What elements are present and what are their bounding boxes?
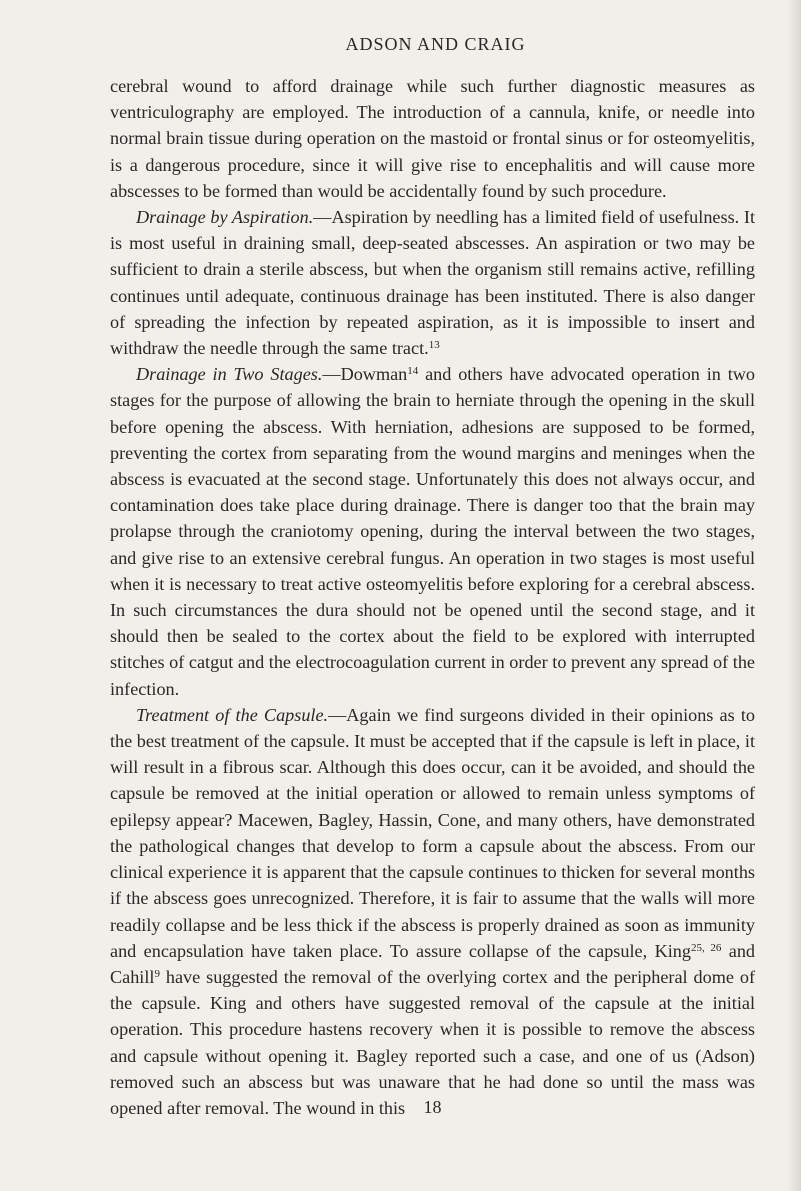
reference-marker: 9 bbox=[154, 967, 160, 980]
paragraph-drainage-in-two-stages bbox=[110, 361, 755, 702]
reference-marker: 25, 26 bbox=[690, 941, 722, 954]
page-number: 18 bbox=[423, 1097, 442, 1117]
section-heading: Treatment of the Capsule. bbox=[136, 704, 329, 725]
paragraph-text-rest: have suggested the removal of the overlying cortex and the peripheral dome of the capsule. King and others have suggested removal of the capsule at the initial operation. This procedure hastens recovery when it is possible to remove the abscess and capsule without opening it. Bagley reported such a case, and one of us (Adson) removed such an abscess but was unaware that he had done so until the mass was opened after removal. The wound in this bbox=[110, 966, 755, 1118]
paragraph-text: —Again we find surgeons divided in their opinions as to the best treatment of the capsule. It must be accepted that if the capsule is left in place, it will result in a fibrous scar. Although this does occur, can it be avoided, and should the capsule be removed at the initial operation or allowed to remain unless symptoms of epilepsy appear? Macewen, Bagley, Hassin, Cone, and many others, have demonstrated the pathological changes that develop to form a capsule about the abscess. From our clinical experience it is apparent that the capsule continues to thicken for several months if the abscess goes unrecognized. Therefore, it is fair to assume that the walls will more readily collapse and be less thick if the abscess is properly drained as soon as immunity and encapsulation have taken place. To assure collapse of the capsule, King bbox=[110, 704, 756, 961]
paragraph-drainage-by-aspiration bbox=[110, 204, 755, 361]
paragraph-text: —Dowman bbox=[322, 364, 408, 385]
reference-marker: 13 bbox=[428, 339, 440, 352]
paragraph-text: cerebral wound to afford drainage while such further diagnostic measures as ventriculography are employed. The introduction of a cannula, knife, or needle into normal brain tissue during operation on the mastoid or frontal sinus or for osteomyelitis, is a dangerous procedure, since it will give rise to encephalitis and will cause more abscesses to be formed than would be accidentally found by such procedure. bbox=[110, 76, 755, 201]
section-heading: Drainage by Aspiration. bbox=[136, 207, 314, 228]
reference-marker: 14 bbox=[407, 365, 419, 378]
section-heading: Drainage in Two Stages. bbox=[136, 364, 323, 385]
paragraph-continuation bbox=[110, 73, 755, 204]
body-text bbox=[110, 73, 755, 1121]
paragraph-text-rest: and others have advocated operation in two stages for the purpose of allowing the brain to herniate through the opening in the skull before opening the abscess. With herniation, adhesions are supposed to be formed, preventing the cortex from separating from the wound margins and meninges when the abscess is evacuated at the second stage. Unfortunately this does not always occur, and contamination does take place during drainage. There is danger too that the brain may prolapse through the craniotomy opening, during the interval between the two stages, and give rise to an extensive cerebral fungus. An operation in two stages is most useful when it is necessary to treat active osteomyelitis before exploring for a cerebral abscess. In such circumstances the dura should not be opened until the second stage, and it should then be sealed to the cortex about the field to be explored with interrupted stitches of catgut and the electrocoagulation current in order to prevent any spread of the infection. bbox=[110, 364, 755, 699]
page-edge-shadow bbox=[787, 0, 801, 1191]
running-head: ADSON AND CRAIG bbox=[345, 34, 526, 54]
paragraph-treatment-of-capsule bbox=[110, 702, 755, 1121]
paragraph-text: —Aspiration by needling has a limited field of usefulness. It is most useful in draining small, deep-seated abscesses. An aspiration or two may be sufficient to drain a sterile abscess, but when the organism still remains active, refilling continues until adequate, continuous drainage has been instituted. There is also danger of spreading the infection by repeated aspiration, as it is impossible to insert and withdraw the needle through the same tract. bbox=[110, 207, 755, 359]
paragraph-text-rest: and Cahill bbox=[110, 940, 756, 987]
